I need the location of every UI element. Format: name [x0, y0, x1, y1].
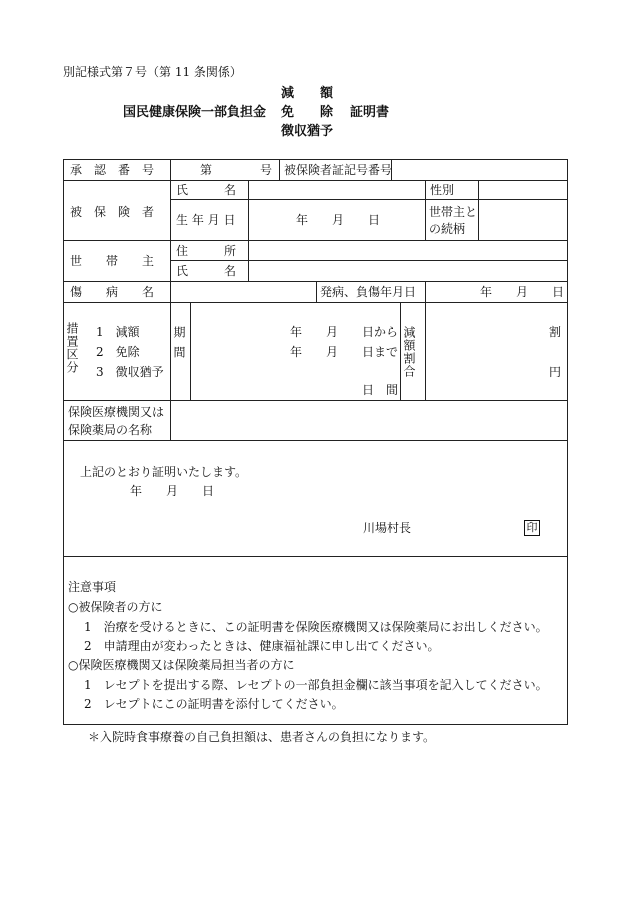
notes-institution-item-1: 1 レセプトを提出する際、レセプトの一部負担金欄に該当事項を記入してください。 [84, 678, 548, 692]
title-suffix: 証明書 [350, 105, 390, 120]
reduction-ratio-label: 減額割合 [402, 326, 416, 378]
onset-date-label: 発病、負傷年月日 [320, 285, 417, 299]
sex-label: 性別 [430, 183, 455, 197]
form-label: 別記様式第７号（第 11 条関係） [63, 65, 242, 79]
measure-option-exemption[interactable]: 2 免除 [96, 345, 140, 359]
footnote: ＊入院時食事療養の自己負担額は、患者さんの負担になります。 [88, 730, 436, 744]
ratio-yen: 円 [549, 365, 562, 379]
title-option-deferral: 徴収猶予 [281, 124, 334, 139]
insured-name-field[interactable] [250, 182, 424, 199]
household-name-label: 氏 名 [176, 264, 237, 278]
relation-label-line1: 世帯主と [429, 205, 478, 219]
measure-option-reduction[interactable]: 1 減額 [96, 325, 140, 339]
institution-label-line2: 保険薬局の名称 [68, 423, 153, 437]
notes-insured-item-1: 1 治療を受けるときに、この証明書を保険医療機関又は保険薬局にお出しください。 [84, 620, 548, 634]
relation-label-line2: の続柄 [429, 222, 466, 236]
mayor-label: 川場村長 [363, 521, 412, 535]
period-to: 年 月 日まで [290, 345, 399, 359]
disease-label: 傷 病 名 [70, 285, 155, 299]
frame-right [567, 159, 568, 724]
notes-group-institution: ○保険医療機関又は保険薬局担当者の方に [68, 658, 295, 672]
approval-number-label: 承 認 番 号 [70, 163, 155, 177]
disease-field[interactable] [172, 283, 315, 301]
approval-dai: 第 [200, 163, 213, 177]
insured-label: 被 保 険 者 [70, 205, 155, 219]
notes-group-insured: ○被保険者の方に [68, 600, 163, 614]
frame-top [63, 159, 568, 160]
title-option-exemption: 免 除 [281, 105, 334, 120]
sex-field[interactable] [480, 182, 566, 199]
frame-bottom [63, 724, 568, 725]
notes-institution-item-2: 2 レセプトにこの証明書を添付してください。 [84, 697, 344, 711]
certify-statement: 上記のとおり証明いたします。 [80, 465, 248, 479]
address-label: 住 所 [176, 244, 237, 258]
certify-date: 年 月 日 [130, 484, 215, 498]
relation-field[interactable] [480, 201, 566, 239]
period-days: 日 間 [362, 383, 399, 397]
institution-label-line1: 保険医療機関又は [68, 405, 165, 419]
notes-heading: 注意事項 [68, 580, 117, 594]
institution-name-field[interactable] [172, 402, 566, 439]
address-field[interactable] [250, 242, 566, 259]
title-prefix: 国民健康保険一部負担金 [123, 105, 267, 120]
period-label: 期間 [172, 326, 186, 366]
insured-cert-number-label: 被保険者証記号番号 [284, 163, 393, 177]
title-option-reduction: 減 額 [281, 86, 334, 101]
measure-option-deferral[interactable]: 3 徴収猶予 [96, 365, 164, 379]
frame-left [63, 159, 64, 724]
name-label: 氏 名 [176, 183, 237, 197]
birth-date-ymd: 年 月 日 [296, 213, 381, 227]
measure-category-label: 措置区分 [65, 322, 79, 374]
period-from: 年 月 日から [290, 325, 399, 339]
household-head-label: 世 帯 主 [70, 254, 155, 268]
notes-insured-item-2: 2 申請理由が変わったときは、健康福祉課に申し出てください。 [84, 639, 440, 653]
seal-stamp: 印 [524, 520, 540, 536]
approval-go: 号 [260, 163, 273, 177]
household-name-field[interactable] [250, 262, 566, 280]
onset-date-ymd: 年 月 日 [480, 285, 565, 299]
insured-cert-number-field[interactable] [393, 161, 566, 179]
birth-date-label: 生 年 月 日 [176, 213, 236, 227]
ratio-wari: 割 [549, 325, 562, 339]
